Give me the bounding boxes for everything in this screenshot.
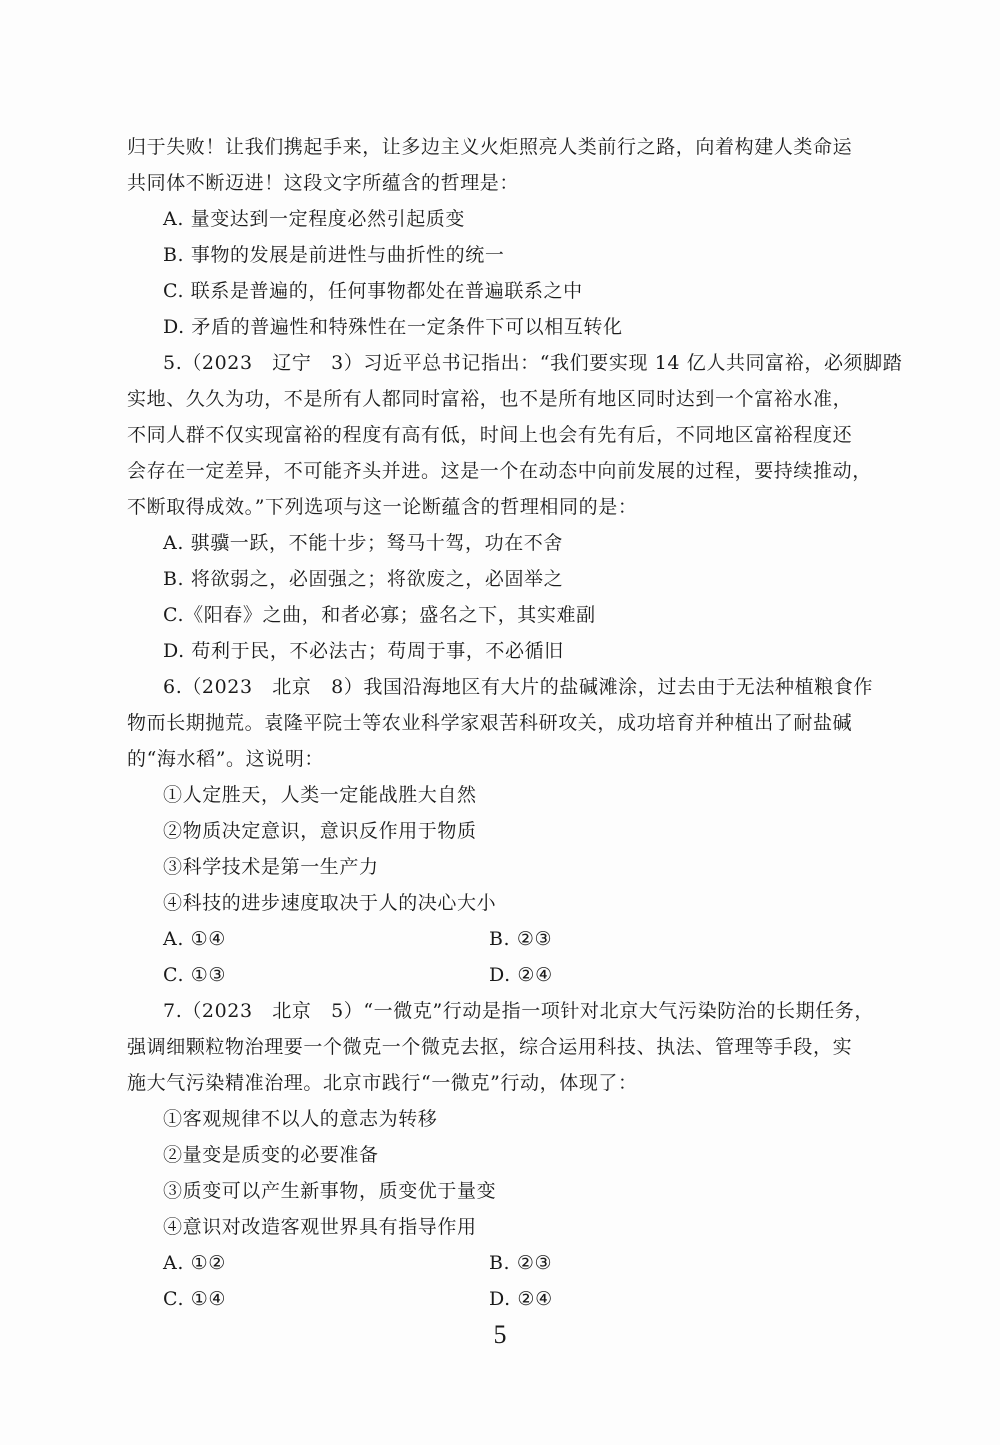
page-number: 5 bbox=[493, 1320, 507, 1349]
choice-b: B. ②③ bbox=[489, 928, 553, 950]
option-b: B. 事物的发展是前进性与曲折性的统一 bbox=[163, 244, 505, 266]
statement-2: ②物质决定意识，意识反作用于物质 bbox=[163, 820, 477, 842]
statement-3: ③质变可以产生新事物，质变优于量变 bbox=[163, 1180, 497, 1202]
paragraph-line: 共同体不断迈进！这段文字所蕴含的哲理是： bbox=[127, 172, 520, 194]
statement-1: ①客观规律不以人的意志为转移 bbox=[163, 1108, 438, 1130]
option-c: C.《阳春》之曲，和者必寡；盛名之下，其实难副 bbox=[163, 604, 596, 626]
statement-3: ③科学技术是第一生产力 bbox=[163, 856, 379, 878]
choice-b: B. ②③ bbox=[489, 1252, 553, 1274]
choice-c: C. ①④ bbox=[163, 1288, 227, 1310]
question-7-line: 施大气污染精准治理。北京市践行“一微克”行动，体现了： bbox=[127, 1072, 638, 1094]
statement-4: ④意识对改造客观世界具有指导作用 bbox=[163, 1216, 477, 1238]
question-5-line: 实地、久久为功，不是所有人都同时富裕，也不是所有地区同时达到一个富裕水准， bbox=[127, 388, 853, 410]
statement-2: ②量变是质变的必要准备 bbox=[163, 1144, 379, 1166]
option-b: B. 将欲弱之，必固强之；将欲废之，必固举之 bbox=[163, 568, 564, 590]
question-7-line: 7.（2023 北京 5）“一微克”行动是指一项针对北京大气污染防治的长期任务， bbox=[163, 1000, 874, 1022]
paragraph-line: 归于失败！让我们携起手来，让多边主义火炬照亮人类前行之路，向着构建人类命运 bbox=[127, 136, 853, 158]
question-6-line: 的“海水稻”。这说明： bbox=[127, 748, 325, 770]
question-7-line: 强调细颗粒物治理要一个微克一个微克去抠，综合运用科技、执法、管理等手段，实 bbox=[127, 1036, 853, 1058]
option-d: D. 苟利于民，不必法古；苟周于事，不必循旧 bbox=[163, 640, 564, 662]
choice-d: D. ②④ bbox=[489, 964, 553, 986]
question-5-line: 5.（2023 辽宁 3）习近平总书记指出：“我们要实现 14 亿人共同富裕，必须脚踏 bbox=[163, 352, 903, 374]
choice-c: C. ①③ bbox=[163, 964, 227, 986]
option-a: A. 骐骥一跃，不能十步；驽马十驾，功在不舍 bbox=[163, 532, 564, 554]
statement-1: ①人定胜天，人类一定能战胜大自然 bbox=[163, 784, 477, 806]
question-5-line: 会存在一定差异，不可能齐头并进。这是一个在动态中向前发展的过程，要持续推动， bbox=[127, 460, 872, 482]
choice-a: A. ①② bbox=[163, 1252, 226, 1274]
choice-d: D. ②④ bbox=[489, 1288, 553, 1310]
statement-4: ④科技的进步速度取决于人的决心大小 bbox=[163, 892, 497, 914]
option-a: A. 量变达到一定程度必然引起质变 bbox=[163, 208, 466, 230]
choice-a: A. ①④ bbox=[163, 928, 226, 950]
option-d: D. 矛盾的普遍性和特殊性在一定条件下可以相互转化 bbox=[163, 316, 623, 338]
question-6-line: 物而长期抛荒。袁隆平院士等农业科学家艰苦科研攻关，成功培育并种植出了耐盐碱 bbox=[127, 712, 853, 734]
question-5-line: 不断取得成效。”下列选项与这一论断蕴含的哲理相同的是： bbox=[127, 496, 638, 518]
question-5-line: 不同人群不仅实现富裕的程度有高有低，时间上也会有先有后，不同地区富裕程度还 bbox=[127, 424, 853, 446]
option-c: C. 联系是普遍的，任何事物都处在普遍联系之中 bbox=[163, 280, 583, 302]
question-6-line: 6.（2023 北京 8）我国沿海地区有大片的盐碱滩涂，过去由于无法种植粮食作 bbox=[163, 676, 873, 698]
